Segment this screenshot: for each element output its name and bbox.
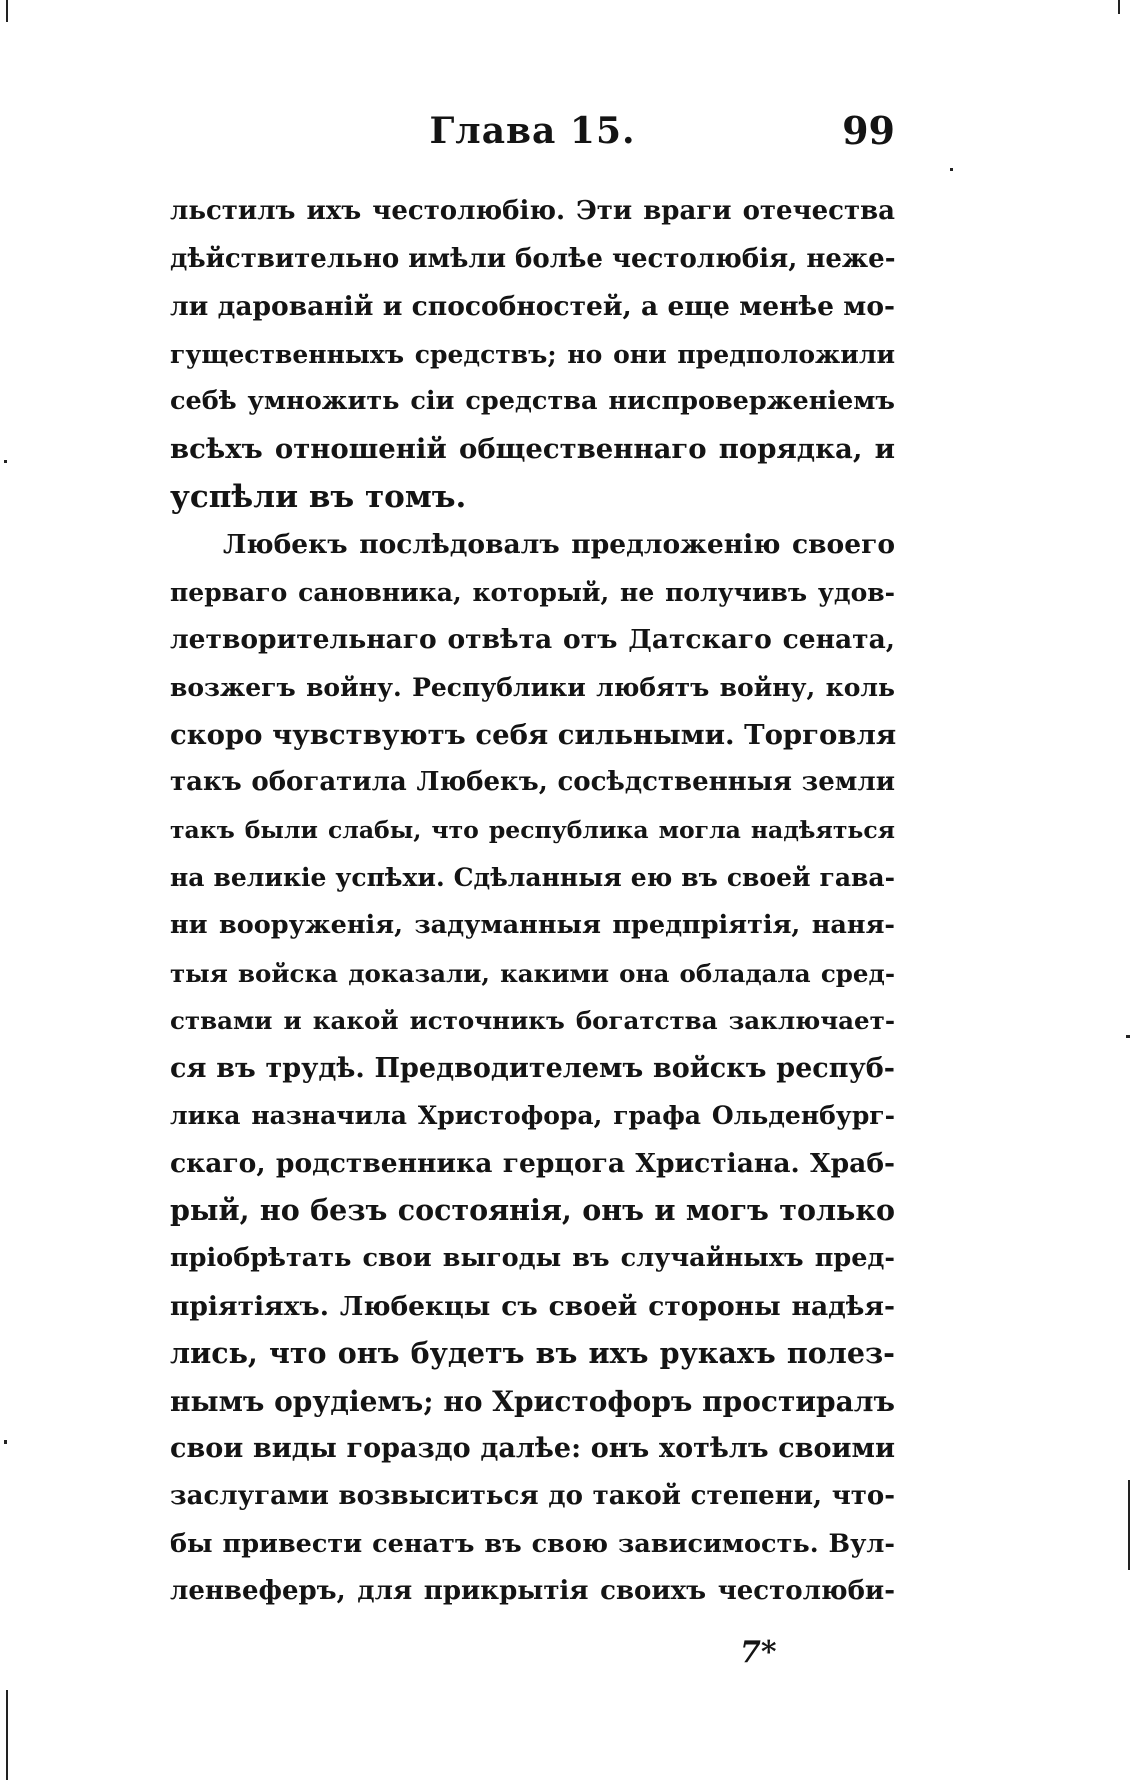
text-line: свои виды гораздо далѣе: онъ хотѣлъ своими xyxy=(170,1433,895,1465)
scan-speck xyxy=(4,1440,7,1444)
scan-speck xyxy=(6,1690,8,1780)
text-line: перваго сановника, который, не получивъ удов- xyxy=(170,577,895,607)
text-line: скоро чувствуютъ себя сильными. Торговля xyxy=(170,718,897,751)
scan-speck xyxy=(4,460,7,463)
text-line: рый, но безъ состоянія, онъ и могъ только xyxy=(170,1193,895,1228)
text-line: ни вооруженія, задуманныя предпріятія, наня- xyxy=(170,909,895,940)
text-line: гущественныхъ средствъ; но они предположили xyxy=(170,339,895,369)
text-line: такъ обогатила Любекъ, сосѣдственныя земли xyxy=(170,767,895,798)
text-line: дѣйствительно имѣли болѣе честолюбія, неже- xyxy=(170,243,896,274)
text-line: успѣли въ томъ. xyxy=(170,478,467,515)
text-line: заслугами возвыситься до такой степени, что- xyxy=(170,1481,895,1512)
text-line: ся въ трудѣ. Предводителемъ войскъ респуб- xyxy=(170,1052,895,1084)
text-line: Любекъ послѣдовалъ предложенію своего xyxy=(223,529,895,561)
text-line: пріятіяхъ. Любекцы съ своей стороны надѣя- xyxy=(170,1290,895,1322)
scan-speck xyxy=(950,168,953,171)
text-line: ли дарованій и способностей, а еще менѣе мо- xyxy=(170,291,895,323)
text-line: лика назначила Христофора, графа Ольденбург- xyxy=(170,1101,895,1131)
text-line: всѣхъ отношеній общественнаго порядка, и xyxy=(170,432,895,465)
scan-speck xyxy=(1126,1035,1130,1038)
text-line: пріобрѣтать свои выгоды въ случайныхъ пред- xyxy=(170,1243,895,1274)
text-line: ленвеферъ, для прикрытія своихъ честолюби- xyxy=(170,1576,895,1607)
text-line: себѣ умножить сіи средства ниспроверженіемъ xyxy=(170,386,895,417)
chapter-heading: Глава 15. xyxy=(429,110,636,152)
text-line: такъ были слабы, что республика могла надѣяться xyxy=(170,815,895,844)
signature-mark: 7* xyxy=(740,1635,777,1670)
body-text xyxy=(170,188,895,1616)
text-line: возжегъ войну. Республики любятъ войну, коль xyxy=(170,672,895,702)
scan-speck xyxy=(1118,0,1120,14)
page-number: 99 xyxy=(842,108,895,153)
text-line: нымъ орудіемъ; но Христофоръ простиралъ xyxy=(170,1384,895,1418)
text-line: скаго, родственника герцога Христіана. Храб- xyxy=(170,1147,895,1179)
text-line: тыя войска доказали, какими она обладала сред- xyxy=(170,958,895,988)
text-line: льстилъ ихъ честолюбію. Эти враги отечества xyxy=(170,196,895,226)
text-line: ствами и какой источникъ богатства заключает- xyxy=(170,1006,895,1036)
text-line: бы привести сенатъ въ свою зависимость. Вул- xyxy=(170,1528,895,1559)
scan-speck xyxy=(6,0,8,22)
running-header xyxy=(170,100,895,160)
text-line: на великіе успѣхи. Сдѣланныя ею въ своей гава- xyxy=(170,863,895,893)
text-line: лись, что онъ будетъ въ ихъ рукахъ полез- xyxy=(170,1336,895,1371)
text-line: летворительнаго отвѣта отъ Датскаго сената, xyxy=(170,624,895,656)
scan-speck xyxy=(1128,1480,1130,1570)
